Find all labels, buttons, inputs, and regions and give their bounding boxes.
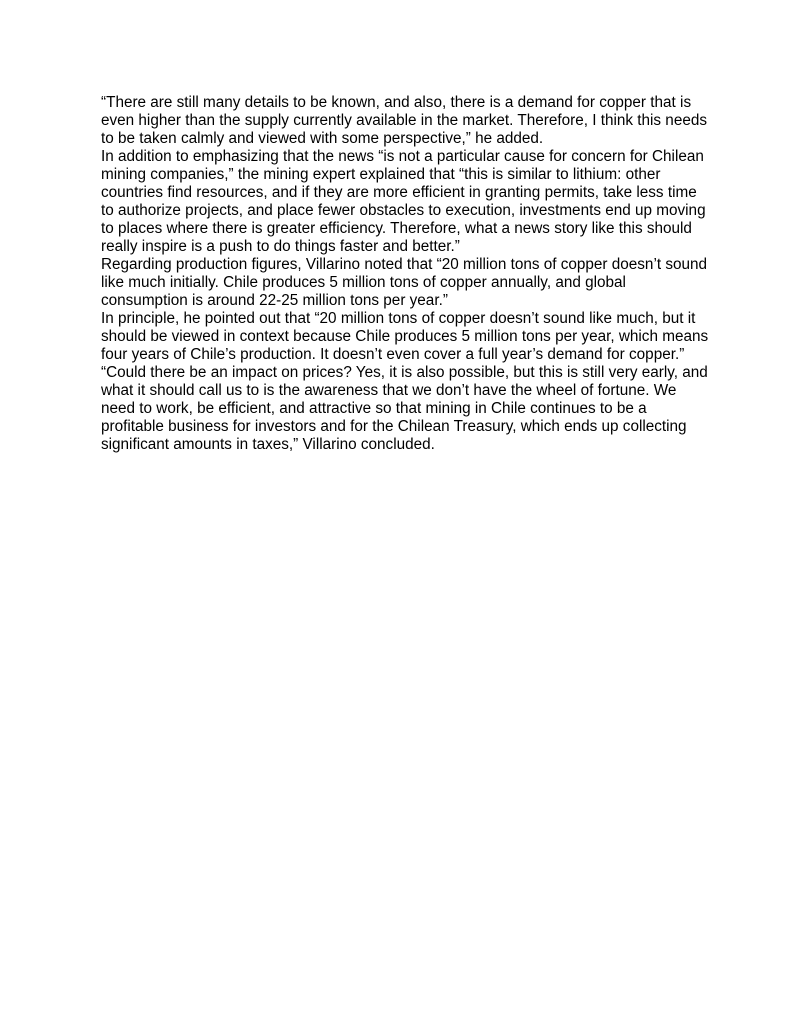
paragraph: In addition to emphasizing that the news “is not a particular cause for concern for Chilean mining companies,” the mining expert explained that “this is similar to lithium: other countries find resources, and if they are more efficient in granting permits, take less time to authorize projects, and place fewer obstacles to execution, investments end up moving to places where there is greater efficiency. Therefore, what a news story like this should really inspire is a push to do things faster and better.” [101,148,706,255]
paragraph: Regarding production figures, Villarino noted that “20 million tons of copper doesn’t sound like much initially. Chile produces 5 million tons of copper annually, and global consumption is around 22-25 million tons per year.” [101,256,708,309]
document-body [101,94,711,454]
paragraph: “Could there be an impact on prices? Yes, it is also possible, but this is still very early, and what it should call us to is the awareness that we don’t have the wheel of fortune. We need to work, be efficient, and attractive so that mining in Chile continues to be a profitable business for investors and for the Chilean Treasury, which ends up collecting significant amounts in taxes,” Villarino concluded. [101,364,708,453]
paragraph: In principle, he pointed out that “20 million tons of copper doesn’t sound like much, but it should be viewed in context because Chile produces 5 million tons per year, which means four years of Chile’s production. It doesn’t even cover a full year’s demand for copper.” [101,310,709,363]
paragraph: “There are still many details to be known, and also, there is a demand for copper that is even higher than the supply currently available in the market. Therefore, I think this needs to be taken calmly and viewed with some perspective,” he added. [101,94,707,147]
